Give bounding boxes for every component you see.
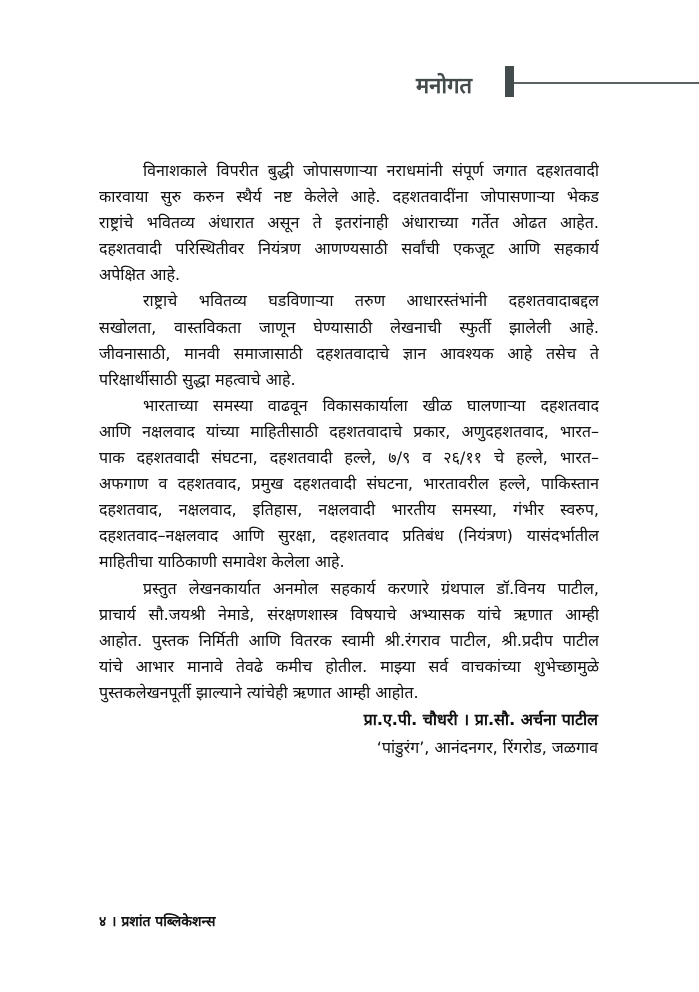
text-line: विनाशकाले विपरीत बुद्धी जोपासणाऱ्या नराधमांनी संपूर्ण जगात दहशतवादी — [143, 161, 599, 180]
page-footer: ४ । प्रशांत पब्लिकेशन्स — [99, 914, 216, 930]
text-line: आहोत. पुस्तक निर्मिती आणि वितरक स्वामी श्री.रंगराव पाटील, श्री.प्रदीप पाटील — [99, 630, 599, 650]
paragraph — [99, 288, 599, 392]
author-address: ‘पांडुरंग’, आनंदनगर, रिंगरोड, जळगाव — [376, 738, 598, 757]
text-line: पाक दहशतवादी संघटना, दहशतवादी हल्ले, ७/९ व २६/११ चे हल्ले, भारत– — [99, 448, 599, 468]
text-line: प्रस्तुत लेखनकार्यात अनमोल सहकार्य करणारे ग्रंथपाल डॉ.विनय पाटील, — [143, 578, 599, 598]
section-title: मनोगत — [416, 74, 472, 99]
text-line: परिक्षार्थीसाठी सुद्धा महत्वाचे आहे. — [99, 369, 296, 389]
text-line: अपेक्षित आहे. — [99, 265, 181, 285]
paragraph — [99, 158, 599, 288]
paragraph — [99, 393, 599, 576]
text-line: कारवाया सुरु करुन स्थैर्य नष्ट केलेले आहे. दहशतवादींना जोपासणाऱ्या भेकड — [99, 187, 599, 207]
text-line: अफगाण व दहशतवाद, प्रमुख दहशतवादी संघटना, भारतावरील हल्ले, पाकिस्तान — [99, 474, 599, 494]
preface-body — [99, 158, 599, 706]
text-line: सखोलता, वास्तविकता जाणून घेण्यासाठी लेखनाची स्फुर्ती झालेली आहे. — [99, 317, 599, 337]
header-bar-decoration — [505, 66, 514, 97]
header-rule — [514, 82, 699, 84]
text-line: दहशतवादी परिस्थितीवर नियंत्रण आणण्यसाठी सर्वांची एकजूट आणि सहकार्य — [99, 239, 599, 259]
text-line: यांचे आभार मानावे तेवढे कमीच होतील. माझ्या सर्व वाचकांच्या शुभेच्छामुळे — [99, 656, 599, 676]
text-line: माहितीचा याठिकाणी समावेश केलेला आहे. — [99, 552, 345, 572]
paragraph — [99, 576, 599, 706]
text-line: दहशतवाद, नक्षलवाद, इतिहास, नक्षलवादी भारतीय समस्या, गंभीर स्वरुप, — [99, 500, 599, 520]
text-line: भारताच्या समस्या वाढवून विकासकार्याला खीळ घालणाऱ्या दहशतवाद — [143, 395, 599, 415]
text-line: प्राचार्य सौ.जयश्री नेमाडे, संरक्षणशास्त्र विषयाचे अभ्यासक यांचे ऋणात आम्ही — [99, 604, 599, 624]
text-line: पुस्तकलेखनपूर्ती झाल्याने त्यांचेही ऋणात आम्ही आहोत. — [99, 682, 419, 702]
author-signature: प्रा.ए.पी. चौधरी । प्रा.सौ. अर्चना पाटील — [363, 710, 598, 729]
text-line: राष्ट्रांचे भवितव्य अंधारात असून ते इतरांनाही अंधाराच्या गर्तेत ओढत आहेत. — [99, 213, 599, 233]
text-line: आणि नक्षलवाद यांच्या माहितीसाठी दहशतवादाचे प्रकार, अणुदहशतवाद, भारत– — [99, 421, 599, 441]
text-line: दहशतवाद–नक्षलवाद आणि सुरक्षा, दहशतवाद प्रतिबंध (नियंत्रण) यासंदर्भातील — [99, 526, 599, 546]
text-line: राष्ट्राचे भवितव्य घडविणाऱ्या तरुण आधारस्तंभांनी दहशतवादाबद्दल — [143, 291, 599, 311]
text-line: जीवनासाठी, मानवी समाजासाठी दहशतवादाचे ज्ञान आवश्यक आहे तसेच ते — [99, 343, 599, 363]
